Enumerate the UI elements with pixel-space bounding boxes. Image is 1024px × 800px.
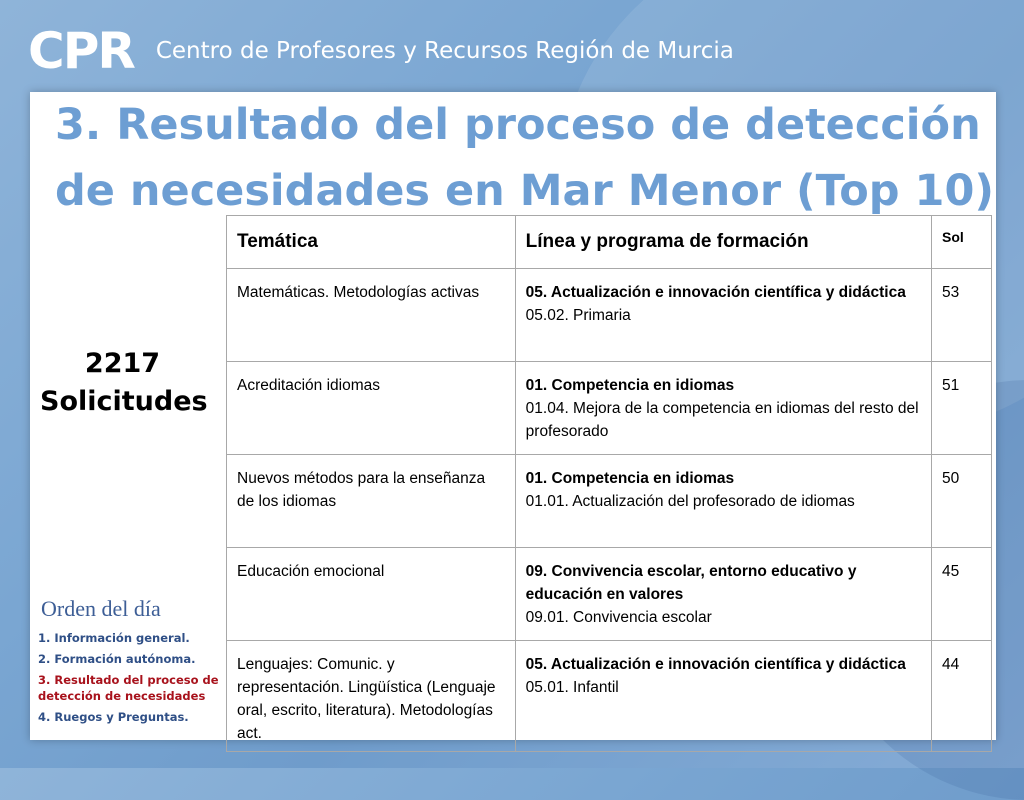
- table-row: [227, 548, 992, 641]
- table-header-row: [227, 216, 992, 269]
- cell-sol: 51: [932, 362, 992, 455]
- total-requests: [40, 345, 208, 421]
- cell-linea: [515, 269, 931, 362]
- programa: 01.01. Actualización del profesorado de idiomas: [525, 493, 855, 510]
- cell-sol: 44: [932, 641, 992, 752]
- org-name: Centro de Profesores y Recursos Región de Murcia: [155, 38, 734, 64]
- cell-tematica: Educación emocional: [227, 548, 516, 641]
- programa: 09.01. Convivencia escolar: [525, 609, 712, 626]
- cell-sol: 53: [932, 269, 992, 362]
- programa: 01.04. Mejora de la competencia en idiomas del resto del profesorado: [525, 400, 919, 440]
- agenda: [38, 596, 228, 730]
- linea-title: 05. Actualización e innovación científica y didáctica: [525, 656, 906, 673]
- cell-tematica: Lenguajes: Comunic. y representación. Lingüística (Lenguaje oral, escrito, literatura). Metodologías act.: [227, 641, 516, 752]
- table-row: [227, 641, 992, 752]
- requests-label: Solicitudes: [40, 386, 208, 417]
- table-row: [227, 269, 992, 362]
- header-tematica: Temática: [227, 216, 516, 269]
- linea-title: 05. Actualización e innovación científica y didáctica: [525, 284, 906, 301]
- agenda-item-active[interactable]: 3. Resultado del proceso de detección de necesidades: [38, 673, 219, 703]
- table-row: [227, 362, 992, 455]
- cell-linea: [515, 362, 931, 455]
- cell-linea: [515, 455, 931, 548]
- cpr-logo-mark: CPR: [28, 22, 134, 80]
- cell-linea: [515, 641, 931, 752]
- cell-sol: 45: [932, 548, 992, 641]
- agenda-item[interactable]: 4. Ruegos y Preguntas.: [38, 710, 189, 724]
- cell-tematica: Acreditación idiomas: [227, 362, 516, 455]
- requests-count: 2217: [84, 348, 161, 379]
- header-logo: [28, 22, 734, 80]
- cell-sol: 50: [932, 455, 992, 548]
- slide-title: 3. Resultado del proceso de detección de necesidades en Mar Menor (Top 10): [55, 100, 995, 216]
- header-linea: Línea y programa de formación: [515, 216, 931, 269]
- agenda-item[interactable]: 1. Información general.: [38, 631, 190, 645]
- table-row: [227, 455, 992, 548]
- top10-table: [226, 215, 992, 752]
- programa: 05.01. Infantil: [525, 679, 619, 696]
- agenda-item[interactable]: 2. Formación autónoma.: [38, 652, 196, 666]
- cell-linea: [515, 548, 931, 641]
- programa: 05.02. Primaria: [525, 307, 631, 324]
- agenda-title: Orden del día: [41, 596, 161, 621]
- cell-tematica: Matemáticas. Metodologías activas: [227, 269, 516, 362]
- linea-title: 01. Competencia en idiomas: [525, 470, 735, 487]
- cell-tematica: Nuevos métodos para la enseñanza de los idiomas: [227, 455, 516, 548]
- linea-title: 01. Competencia en idiomas: [525, 377, 735, 394]
- header-sol: Sol: [932, 216, 992, 269]
- linea-title: 09. Convivencia escolar, entorno educativo y educación en valores: [525, 563, 857, 603]
